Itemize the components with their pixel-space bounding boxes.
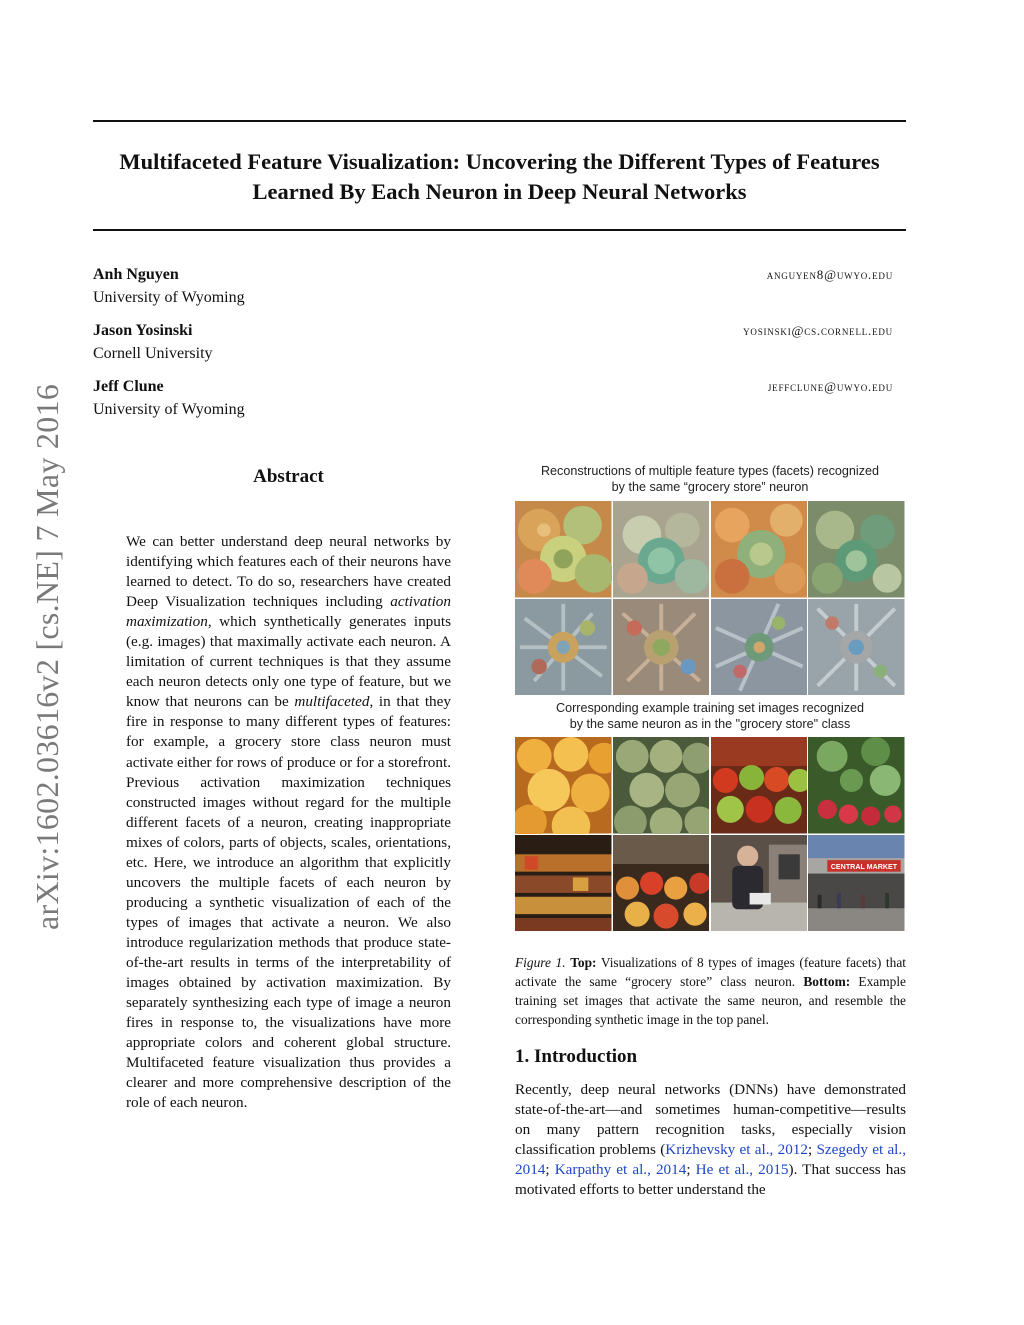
facet-visualization-image [711,599,808,696]
storefront-sign: CENTRAL MARKET [831,862,898,871]
checkout-photo [711,835,808,932]
author-affiliation: Cornell University [93,345,213,362]
author-block [93,377,893,420]
author-name: Jason Yosinski [93,322,193,339]
facet-visualization-image [515,599,612,696]
title-line-2: Learned By Each Neuron in Deep Neural Networks [252,179,747,204]
facet-visualization-image [515,501,612,598]
abstract-body: We can better understand deep neural networks by identifying which features each of their neurons have learned to detect. To do so, researchers have created Deep Visualization techniques including activation maximization, which synthetically generates inputs (e.g. images) that maximally activate each neuron. A limitation of current techniques is that they assume each neuron detects only one type of feature, but we know that neurons can be multifaceted, in that they fire in response to many different types of features: for example, a grocery store class neuron must activate either for rows of produce or for a storefront. Previous activation maximization techniques constructed images without regard for the multiple different facets of a neuron, creating inappropriate mixes of colors, parts of objects, scales, orientations, etc. Here, we introduce an algorithm that explicitly uncovers the multiple facets of each neuron by producing a synthetic visualization of each of the types of images that activate a neuron. We also introduce regularization methods that produce state-of-the-art results in terms of the interpretability of images obtained by activation maximization. By separately synthesizing each type of image a neuron fires in response to, the visualizations have more appropriate colors and coherent global structure. Multifaceted feature visualization thus provides a clearer and more comprehensive description of the role of each neuron. [126,533,451,1112]
arxiv-identifier: arXiv:1602.03616v2 [cs.NE] 7 May 2016 [29,383,65,930]
vegetables-photo [808,737,905,834]
citation-link[interactable]: He et al., 2015 [695,1161,789,1179]
author-block [93,265,893,308]
author-block [93,321,893,364]
author-affiliation: University of Wyoming [93,401,245,418]
author-email[interactable]: anguyen8@uwyo.edu [766,267,893,282]
introduction-body: Recently, deep neural networks (DNNs) have demonstrated state-of-the-art—and sometimes human-competitive—results on many pattern recognition tasks, especially vision classification problems (Krizhevsky et al., 2012; Szegedy et al., 2014; Karpathy et al., 2014; He et al., 2015). That success has motivated efforts to better understand the [515,1081,906,1199]
market-stall-photo [515,835,612,932]
abstract-heading: Abstract [253,466,324,487]
citation-link[interactable]: Karpathy et al., 2014 [554,1161,687,1179]
melons-photo [613,737,710,834]
facet-visualization-image [808,501,905,598]
author-email[interactable]: jeffclune@uwyo.edu [767,379,893,394]
grapefruit-photo [515,737,612,834]
title-top-rule [93,120,906,122]
storefront-photo [808,835,905,932]
apples-photo [711,737,808,834]
figure-top-title: Reconstructions of multiple feature types (facets) recognized by the same “grocery store” neuron [540,464,880,494]
figure-caption: Figure 1. Top: Visualizations of 8 types of images (feature facets) that activate the same “grocery store” class neuron. Bottom: Example training set images that activate the same neuron, and resemble the corresponding synthetic image in the top panel. [515,955,906,1027]
author-affiliation: University of Wyoming [93,289,245,306]
author-email[interactable]: yosinski@cs.cornell.edu [743,323,893,338]
paper-title [93,147,906,207]
facet-visualization-image [613,501,710,598]
synthetic-visualization-grid [515,501,906,695]
author-name: Anh Nguyen [93,266,179,283]
author-name: Jeff Clune [93,378,164,395]
citation-link[interactable]: Szegedy et al., 2014 [515,1141,906,1179]
title-line-1: Multifaceted Feature Visualization: Uncovering the Different Types of Features [119,149,880,174]
facet-visualization-image [808,599,905,696]
title-bottom-rule [93,229,906,231]
citation-link[interactable]: Krizhevsky et al., 2012 [665,1141,808,1159]
produce-aisle-photo [613,835,710,932]
figure-bottom-title: Corresponding example training set images recognized by the same neuron as in the "grocery store" class [555,701,865,731]
facet-visualization-image [711,501,808,598]
introduction-heading: 1. Introduction [515,1046,638,1067]
facet-visualization-image [613,599,710,696]
training-image-grid [515,737,906,931]
